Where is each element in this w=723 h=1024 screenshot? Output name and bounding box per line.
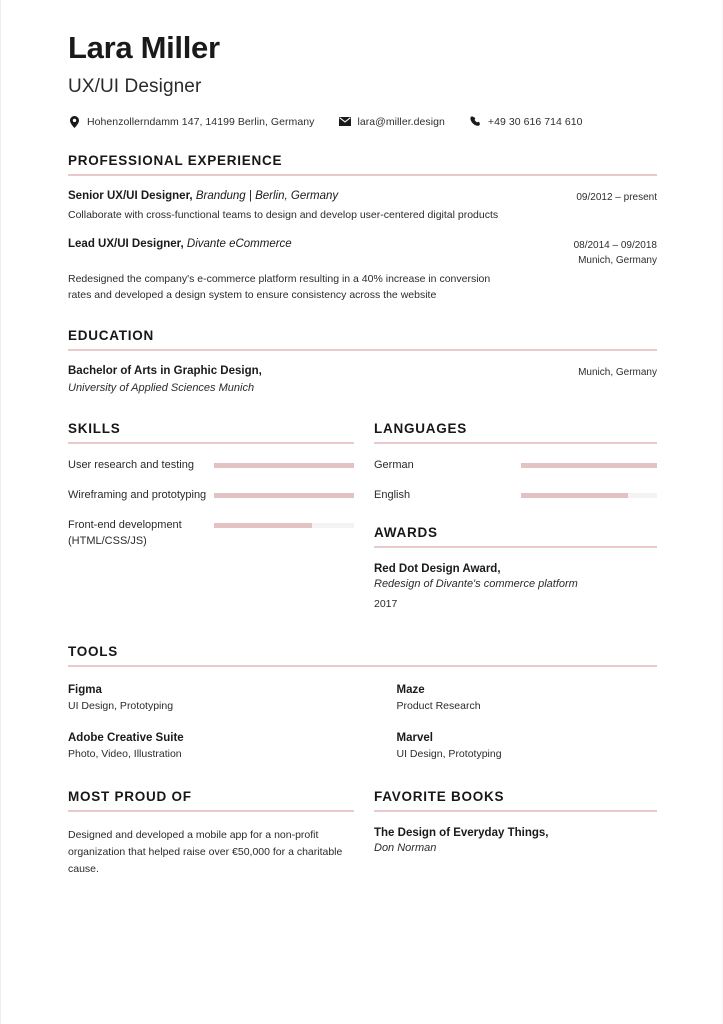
column-left-proud bbox=[68, 790, 354, 878]
education-degree: Bachelor of Arts in Graphic Design, bbox=[68, 364, 262, 377]
book-author: Don Norman bbox=[374, 842, 437, 855]
section-title-experience: PROFESSIONAL EXPERIENCE bbox=[68, 153, 283, 168]
education-location: Munich, Germany bbox=[578, 366, 657, 378]
skill-meter-track bbox=[214, 523, 354, 528]
column-right-books bbox=[374, 790, 657, 878]
section-rule bbox=[374, 546, 657, 548]
contact-row bbox=[68, 96, 657, 128]
tool-name: Adobe Creative Suite bbox=[68, 731, 184, 744]
section-title-skills: SKILLS bbox=[68, 421, 121, 437]
section-title-tools: TOOLS bbox=[68, 643, 119, 659]
language-label: German bbox=[374, 459, 414, 472]
section-rule bbox=[374, 810, 657, 812]
experience-entry bbox=[68, 189, 657, 224]
contact-email[interactable] bbox=[338, 115, 444, 128]
book-item bbox=[374, 825, 657, 857]
section-title-favorite-books: FAVORITE BOOKS bbox=[374, 789, 505, 805]
resume-content bbox=[68, 0, 657, 878]
award-name: Red Dot Design Award, bbox=[374, 563, 501, 575]
language-meter-fill bbox=[521, 493, 628, 498]
tool-detail: UI Design, Prototyping bbox=[68, 699, 174, 712]
section-awards bbox=[374, 526, 657, 613]
experience-entry-head bbox=[68, 189, 657, 206]
tool-item bbox=[68, 730, 363, 763]
education-text-group bbox=[68, 364, 276, 396]
contact-address bbox=[68, 115, 314, 128]
section-title-languages: LANGUAGES bbox=[374, 421, 468, 437]
contact-phone-text: +49 30 616 714 610 bbox=[487, 115, 583, 128]
experience-position-text: Senior UX/UI Designer, bbox=[68, 189, 193, 202]
section-rule bbox=[68, 174, 657, 176]
skill-row bbox=[68, 518, 354, 550]
skill-meter-track bbox=[214, 493, 354, 498]
candidate-name: Lara Miller bbox=[68, 30, 220, 65]
education-entry-head bbox=[68, 364, 657, 396]
skill-meter-fill bbox=[214, 493, 354, 498]
skill-row bbox=[68, 488, 354, 504]
experience-organization: Divante eCommerce bbox=[186, 237, 292, 250]
section-education bbox=[68, 329, 657, 396]
section-most-proud-of bbox=[68, 790, 354, 878]
section-tools bbox=[68, 645, 657, 763]
proud-books-columns bbox=[68, 790, 657, 878]
tool-detail: UI Design, Prototyping bbox=[396, 747, 502, 760]
section-skills bbox=[68, 422, 354, 550]
section-title-most-proud-of: MOST PROUD OF bbox=[68, 789, 192, 805]
section-rule bbox=[68, 810, 354, 812]
experience-dates: 08/2014 – 09/2018 bbox=[573, 239, 657, 251]
skill-label: Front-end development (HTML/CSS/JS) bbox=[68, 519, 182, 548]
experience-meta bbox=[574, 237, 657, 269]
tool-name: Maze bbox=[396, 683, 425, 696]
education-entry bbox=[68, 364, 657, 396]
envelope-icon bbox=[338, 115, 351, 128]
tool-item bbox=[68, 682, 363, 715]
skill-row bbox=[68, 458, 354, 474]
award-detail: Redesign of Divante's commerce platform bbox=[374, 578, 578, 591]
tool-name: Marvel bbox=[396, 731, 433, 744]
section-favorite-books bbox=[374, 790, 657, 857]
resume-header bbox=[68, 0, 657, 128]
language-label: English bbox=[374, 489, 411, 502]
skills-languages-columns bbox=[68, 422, 657, 612]
contact-phone[interactable] bbox=[469, 115, 583, 128]
tool-detail: Product Research bbox=[396, 699, 481, 712]
skill-label: Wireframing and prototyping bbox=[68, 489, 207, 502]
experience-entry-head bbox=[68, 237, 657, 269]
experience-position bbox=[68, 237, 306, 253]
section-title-education: EDUCATION bbox=[68, 328, 154, 344]
section-languages bbox=[374, 422, 657, 504]
award-year: 2017 bbox=[374, 598, 398, 611]
tool-detail: Photo, Video, Illustration bbox=[68, 747, 182, 760]
language-row bbox=[374, 488, 657, 504]
language-row bbox=[374, 458, 657, 474]
tool-item bbox=[363, 730, 658, 763]
most-proud-of-text: Designed and developed a mobile app for a non-profit organization that helped raise over €50,000 for a charitable cause. bbox=[68, 829, 343, 876]
tool-name: Figma bbox=[68, 683, 102, 696]
experience-description: Collaborate with cross-functional teams to design and develop user-centered digital products bbox=[68, 209, 499, 222]
skill-meter-track bbox=[214, 463, 354, 468]
skill-label: User research and testing bbox=[68, 459, 194, 472]
contact-email-text: lara@miller.design bbox=[357, 115, 445, 128]
tool-item bbox=[363, 682, 658, 715]
experience-organization: Brandung | Berlin, Germany bbox=[195, 189, 339, 202]
phone-icon bbox=[469, 115, 482, 128]
language-meter-track bbox=[521, 463, 657, 468]
language-meter-fill bbox=[521, 463, 657, 468]
experience-meta bbox=[576, 189, 657, 206]
skill-meter-fill bbox=[214, 523, 312, 528]
experience-dates: 09/2012 – present bbox=[576, 191, 657, 203]
column-right-languages-awards bbox=[374, 422, 657, 612]
experience-description: Redesigned the company's e-commerce platform resulting in a 40% increase in conversion rates and developed a design system to ensure consistency across the website bbox=[68, 272, 491, 301]
contact-address-text: Hohenzollerndamm 147, 14199 Berlin, Germany bbox=[87, 115, 315, 128]
candidate-role: UX/UI Designer bbox=[68, 76, 202, 97]
section-rule bbox=[68, 349, 657, 351]
tools-grid bbox=[68, 667, 657, 763]
book-title: The Design of Everyday Things, bbox=[374, 827, 549, 840]
skill-meter-fill bbox=[214, 463, 354, 468]
language-meter-track bbox=[521, 493, 657, 498]
section-rule bbox=[68, 442, 354, 444]
award-item bbox=[374, 561, 657, 613]
section-title-awards: AWARDS bbox=[374, 525, 438, 541]
experience-position bbox=[68, 189, 352, 205]
experience-entry bbox=[68, 237, 657, 304]
section-rule bbox=[374, 442, 657, 444]
column-left-skills bbox=[68, 422, 354, 612]
education-school: University of Applied Sciences Munich bbox=[68, 381, 255, 394]
experience-position-text: Lead UX/UI Designer, bbox=[68, 237, 184, 250]
location-pin-icon bbox=[68, 115, 81, 128]
section-professional-experience bbox=[68, 154, 657, 303]
experience-location: Munich, Germany bbox=[578, 255, 657, 267]
